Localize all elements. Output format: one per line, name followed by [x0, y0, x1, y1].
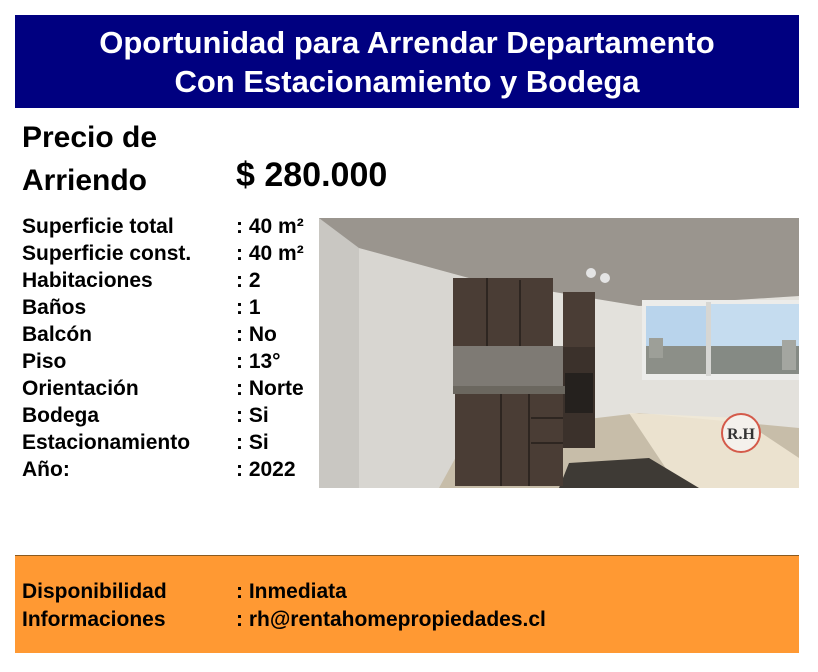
spec-value: : 40 m² — [236, 241, 304, 265]
apartment-photo — [319, 218, 799, 488]
price-label-line-1: Precio de — [22, 121, 158, 154]
spec-value: : 1 — [236, 295, 261, 319]
spec-row-orientacion — [22, 375, 304, 402]
spec-label: Piso — [22, 349, 67, 373]
spec-label: Superficie const. — [22, 241, 192, 265]
price-label — [22, 116, 157, 202]
footer-label: Informaciones — [22, 608, 166, 631]
spec-value: : 2 — [236, 268, 261, 292]
spec-row-balcon — [22, 321, 304, 348]
spec-row-banos — [22, 294, 304, 321]
spec-label: Habitaciones — [22, 268, 153, 292]
spec-row-bodega — [22, 402, 304, 429]
spec-row-piso — [22, 348, 304, 375]
spec-label: Orientación — [22, 376, 139, 400]
spec-value: : No — [236, 322, 277, 346]
price-value: $ 280.000 — [236, 156, 388, 194]
spec-value: : 40 m² — [236, 214, 304, 238]
spec-label: Año: — [22, 457, 70, 481]
spec-value: : Si — [236, 403, 269, 427]
spec-label: Baños — [22, 295, 87, 319]
spec-value: : 13° — [236, 349, 281, 373]
footer-label: Disponibilidad — [22, 580, 167, 603]
contact-email[interactable]: : rh@rentahomepropiedades.cl — [236, 608, 546, 631]
watermark-text: R.H — [727, 426, 755, 443]
spec-value: : Si — [236, 430, 269, 454]
spec-row-estacionamiento — [22, 429, 304, 456]
spec-label: Superficie total — [22, 214, 174, 238]
title-line-1: Oportunidad para Arrendar Departamento — [99, 24, 715, 60]
price-label-line-2: Arriendo — [22, 164, 148, 197]
footer-value: : Inmediata — [236, 580, 347, 603]
spec-value: : Norte — [236, 376, 304, 400]
spec-value: : 2022 — [236, 457, 296, 481]
footer-info — [15, 555, 799, 653]
footer-row-disponibilidad — [22, 578, 799, 606]
spec-row-habitaciones — [22, 267, 304, 294]
spec-label: Bodega — [22, 403, 100, 427]
title-banner — [15, 15, 799, 108]
spec-row-superficie-total — [22, 213, 304, 240]
specs-list — [22, 213, 304, 483]
spec-row-ano — [22, 456, 304, 483]
spec-label: Balcón — [22, 322, 93, 346]
title-line-2: Con Estacionamiento y Bodega — [174, 63, 640, 99]
spec-label: Estacionamiento — [22, 430, 191, 454]
spec-row-superficie-const — [22, 240, 304, 267]
footer-row-informaciones — [22, 606, 799, 634]
